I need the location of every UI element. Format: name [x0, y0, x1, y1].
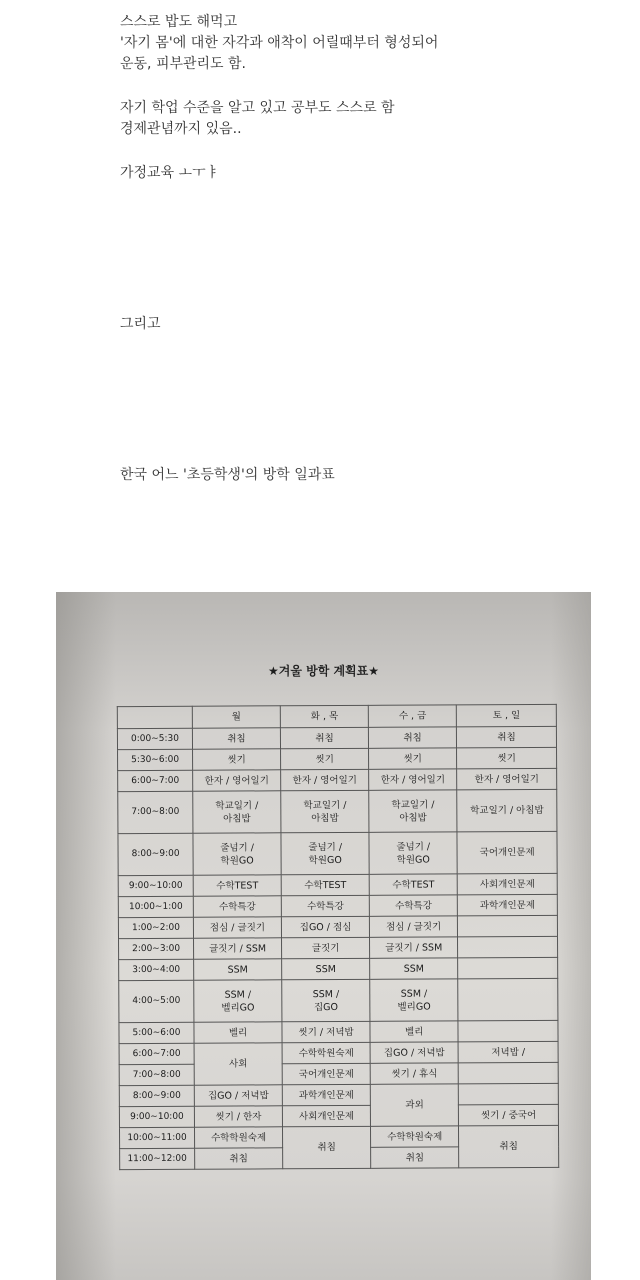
- schedule-cell: 수학특강: [369, 895, 457, 916]
- cell-line: 아침밥: [399, 812, 427, 824]
- cell-line: 아침밥: [223, 812, 251, 825]
- schedule-cell: 학교일기 / 아침밥: [457, 789, 557, 832]
- cell-line: 학교일기 /: [303, 799, 347, 811]
- paragraph-education: [120, 163, 219, 184]
- cell-line: 학원GO: [220, 854, 254, 867]
- schedule-cell: 국어개인문제: [457, 831, 557, 874]
- schedule-cell: SSM: [370, 958, 458, 979]
- cell-line: 줄넘기 /: [308, 841, 343, 853]
- table-row: [119, 1125, 558, 1148]
- schedule-cell: [458, 1062, 558, 1084]
- schedule-cell: 한자 / 영어일기: [281, 769, 369, 790]
- table-row: [118, 894, 557, 917]
- schedule-cell: 씻기 / 휴식: [370, 1063, 458, 1084]
- text-line: 운동, 피부관리도 함.: [120, 56, 246, 72]
- cell-line: 집GO: [313, 1001, 339, 1013]
- schedule-cell: [369, 832, 457, 874]
- schedule-cell: 과학개인문제: [458, 894, 558, 916]
- cell-line: 줄넘기 /: [220, 841, 254, 854]
- schedule-cell: 국어개인문제: [282, 1063, 370, 1084]
- schedule-upper-rows: [117, 726, 558, 1043]
- time-cell: 5:00~6:00: [119, 1022, 194, 1043]
- schedule-cell: 벨리: [370, 1021, 458, 1042]
- schedule-cell: [193, 791, 281, 833]
- schedule-cell: 씻기: [457, 747, 557, 769]
- schedule-cell: 수학TEST: [193, 875, 281, 896]
- table-row: [119, 1083, 558, 1106]
- schedule-cell: [458, 1020, 558, 1042]
- table-row: [117, 726, 556, 749]
- cell-line: 벨리GO: [221, 1001, 255, 1014]
- schedule-cell: 씻기 / 중국어: [459, 1104, 559, 1126]
- time-cell: 9:00~10:00: [118, 875, 193, 896]
- schedule-cell: 글짓기: [282, 937, 370, 958]
- time-cell: 8:00~9:00: [119, 1085, 194, 1106]
- time-cell: 4:00~5:00: [119, 980, 194, 1022]
- schedule-cell: 점심 / 글짓기: [370, 916, 458, 937]
- table-row: [119, 1020, 558, 1043]
- time-cell: 1:00~2:00: [118, 917, 193, 938]
- cell-line: 벨리GO: [397, 1001, 431, 1013]
- schedule-cell: 씻기: [281, 748, 369, 769]
- table-row: [119, 1104, 558, 1127]
- schedule-cell: 취침: [459, 1125, 559, 1168]
- schedule-cell: 집GO / 저녁밥: [194, 1085, 282, 1106]
- schedule-cell: 벨리: [194, 1022, 282, 1043]
- schedule-cell: [194, 980, 282, 1022]
- schedule-lower-rows: [119, 1041, 559, 1169]
- schedule-cell: 사회개인문제: [282, 1105, 370, 1126]
- photo-shadow: [56, 592, 116, 1280]
- time-cell: 7:00~8:00: [119, 1064, 194, 1085]
- schedule-cell: 수학학원숙제: [194, 1127, 282, 1148]
- time-cell: 7:00~8:00: [118, 791, 193, 833]
- schedule-cell: SSM: [194, 959, 282, 980]
- time-cell: 5:30~6:00: [118, 749, 193, 770]
- schedule-cell: 글짓기 / SSM: [194, 938, 282, 959]
- time-cell: 10:00~11:00: [119, 1127, 194, 1148]
- header-cell: 수 , 금: [368, 705, 456, 727]
- cell-line: SSM /: [312, 988, 340, 1000]
- paragraph-and: [120, 314, 161, 335]
- table-row: [118, 747, 557, 770]
- schedule-table: [117, 704, 559, 1170]
- schedule-cell: [369, 790, 457, 832]
- text-line: 스스로 밥도 해먹고: [120, 14, 238, 30]
- text-line: 자기 학업 수준을 알고 있고 공부도 스스로 함: [120, 100, 395, 116]
- schedule-cell: [282, 979, 370, 1021]
- schedule-cell: 사회: [194, 1043, 282, 1085]
- schedule-cell: 과학개인문제: [282, 1084, 370, 1105]
- cell-line: SSM /: [224, 988, 252, 1001]
- time-cell: 0:00~5:30: [117, 728, 192, 749]
- schedule-cell: 한자 / 영어일기: [193, 770, 281, 791]
- paragraph-study: [120, 98, 395, 140]
- schedule-cell: 취침: [457, 726, 557, 748]
- table-row: [118, 831, 557, 875]
- schedule-cell: [458, 978, 558, 1021]
- schedule-photo: [56, 592, 591, 1280]
- time-cell: 10:00~1:00: [118, 896, 193, 917]
- text-line: 가정교육 ㅗㅜㅑ: [120, 165, 220, 181]
- schedule-cell: [458, 936, 558, 958]
- schedule-cell: 과외: [370, 1084, 458, 1126]
- schedule-cell: 한자 / 영어일기: [457, 768, 557, 790]
- schedule-cell: 취침: [283, 1126, 371, 1168]
- time-cell: 2:00~3:00: [119, 938, 194, 959]
- time-cell: 8:00~9:00: [118, 833, 193, 875]
- schedule-cell: 수학TEST: [281, 874, 369, 895]
- schedule-cell: 취침: [369, 727, 457, 748]
- schedule-cell: [458, 915, 558, 937]
- schedule-cell: 저녁밥 /: [458, 1041, 558, 1063]
- schedule-cell: [281, 790, 369, 832]
- schedule-cell: 취침: [192, 728, 280, 749]
- time-cell: 6:00~7:00: [119, 1043, 194, 1064]
- schedule-cell: 수학학원숙제: [371, 1126, 459, 1147]
- header-cell: [117, 706, 192, 728]
- schedule-cell: 수학특강: [193, 896, 281, 917]
- time-cell: 6:00~7:00: [118, 770, 193, 791]
- cell-line: 학원GO: [396, 854, 430, 866]
- paragraph-caption: [120, 465, 335, 486]
- cell-line: 학교일기 /: [391, 798, 435, 811]
- table-row: [119, 1041, 558, 1064]
- cell-line: 줄넘기 /: [396, 841, 431, 853]
- table-row: [119, 1062, 558, 1085]
- schedule-title: ★겨울 방학 계획표★: [267, 664, 380, 678]
- schedule-cell: 수학특강: [281, 895, 369, 916]
- schedule-cell: 글짓기 / SSM: [370, 937, 458, 958]
- schedule-cell: 취침: [195, 1148, 283, 1169]
- schedule-cell: 수학TEST: [369, 874, 457, 895]
- table-row: [118, 873, 557, 896]
- schedule-cell: [370, 979, 458, 1021]
- table-row: [119, 978, 558, 1022]
- cell-line: 학원GO: [308, 854, 342, 866]
- cell-line: 아침밥: [311, 812, 339, 824]
- header-cell: 토 , 일: [457, 704, 557, 727]
- cell-line: 학교일기 /: [215, 799, 259, 812]
- header-cell: 화 , 목: [280, 705, 368, 727]
- time-cell: 11:00~12:00: [120, 1148, 195, 1169]
- paragraph-habits: [120, 12, 438, 75]
- cell-line: SSM /: [400, 988, 428, 1000]
- schedule-cell: 집GO / 점심: [281, 916, 369, 937]
- schedule-cell: 씻기: [193, 749, 281, 770]
- schedule-cell: [458, 957, 558, 979]
- schedule-cell: 취침: [280, 727, 368, 748]
- text-line: 경제관념까지 있음..: [120, 121, 242, 137]
- table-row: [119, 936, 558, 959]
- schedule-cell: 사회개인문제: [457, 873, 557, 895]
- schedule-cell: [459, 1083, 559, 1105]
- time-cell: 3:00~4:00: [119, 959, 194, 980]
- header-cell: 월: [192, 706, 280, 728]
- schedule-cell: 취침: [371, 1147, 459, 1168]
- text-line: '자기 몸'에 대한 자각과 애착이 어릴때부터 형성되어: [120, 35, 439, 51]
- schedule-cell: 씻기 / 저녁밥: [282, 1021, 370, 1042]
- text-line: 그리고: [120, 316, 161, 332]
- schedule-cell: 씻기: [369, 748, 457, 769]
- schedule-cell: 점심 / 글짓기: [193, 917, 281, 938]
- schedule-cell: 집GO / 저녁밥: [370, 1042, 458, 1063]
- table-row: [118, 915, 557, 938]
- schedule-cell: 씻기 / 한자: [194, 1106, 282, 1127]
- table-row: [119, 957, 558, 980]
- time-cell: 9:00~10:00: [119, 1106, 194, 1127]
- schedule-cell: [281, 832, 369, 874]
- table-row: [118, 768, 557, 791]
- table-header-row: [117, 704, 556, 728]
- table-row: [118, 789, 557, 833]
- schedule-cell: 한자 / 영어일기: [369, 769, 457, 790]
- text-line: 한국 어느 '초등학생'의 방학 일과표: [120, 467, 335, 483]
- schedule-cell: 수학학원숙제: [282, 1042, 370, 1063]
- schedule-cell: [193, 833, 281, 875]
- schedule-cell: SSM: [282, 958, 370, 979]
